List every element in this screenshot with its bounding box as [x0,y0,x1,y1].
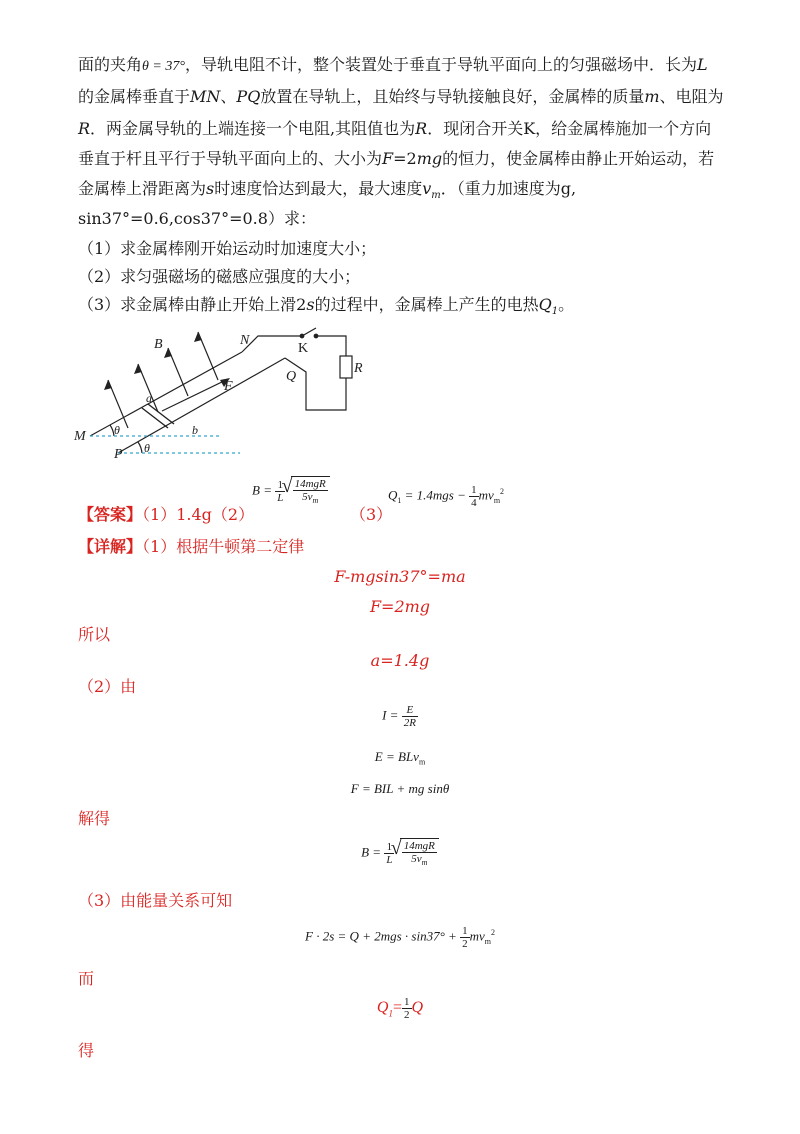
text-and: 而 [78,969,95,988]
eq-q1: $Q_1=$ $\frac{1}{2}$ Q [376,996,424,1021]
label-p: P [114,447,123,462]
problem-line-4: 垂直于杆且平行于导轨平面向上的、大小为F=2mg的恒力，使金属棒由静止开始运动，若 [78,149,715,168]
label-f: F [224,379,233,394]
resistor-r [340,356,352,378]
problem-line-3: R．两金属导轨的上端连接一个电阻,其阻值也为R．现闭合开关K，给金属棒施加一个方向 [78,119,712,138]
rail-diagram [70,318,370,468]
wire-q [285,358,346,410]
eq-current: I = $\frac{E}{2R}$ [382,704,416,729]
answer-line: 【答案】（1）1.4g（2） [78,505,255,524]
label-k: K [298,341,309,356]
label-a: a [146,391,152,405]
label-n: N [240,333,250,348]
answer-part3: （3） [350,505,393,524]
wire-k-r [316,336,346,356]
problem-line-5: 金属棒上滑距离为s时速度恰达到最大，最大速度$v_m$．（重力加速度为g, [78,179,577,202]
problem-line-1: 面的夹角θ = 37°，导轨电阻不计，整个装置处于垂直于导轨平面向上的匀强磁场中．长为L [78,55,708,74]
question-1: （1）求金属棒刚开始运动时加速度大小； [78,239,377,258]
metal-bar [142,408,168,428]
label-theta-2: θ [144,441,150,455]
label-b-end: b [192,423,198,437]
problem-line-2: 的金属棒垂直于MN、PQ放置在导轨上，且始终与导轨接触良好，金属棒的质量m、电阻为 [78,87,724,106]
eq-accel: a=1.4g [370,651,430,670]
eq-emf: E = BLv$_m$ [374,749,426,767]
label-m: M [74,429,86,444]
eq-energy: F · 2s = Q + 2mgs · sin37° + $\frac{1}{2}$ $mv_m^2$ [305,924,495,950]
answer-b-formula: B = $\frac{1}{L}$ √ $\frac{\text{14mgR}}{5v_m}$ [252,476,330,507]
eq-b-result: B = $\frac{1}{L}$ √ $\frac{\text{14mgR}}{5v_m}$ [0,838,800,869]
text-so: 所以 [78,625,111,644]
eq-force: F=2mg [369,597,431,616]
eq-force-balance: F = BIL + mg sinθ [350,781,450,796]
rail-pq [118,358,285,453]
text-get: 得 [78,1041,95,1060]
label-r: R [354,361,363,376]
part3-intro: （3）由能量关系可知 [78,891,233,910]
answer-q-formula: $Q_1 = 1.4mgs$ − $\frac{1}{4}$ $mv_m^2$ [388,484,505,509]
label-theta-1: θ [114,423,120,437]
solution-head: 【详解】（1）根据牛顿第二定律 [78,537,305,556]
part2-intro: （2）由 [78,677,137,696]
label-q: Q [286,369,297,384]
rail-mn [90,352,242,436]
text-solve: 解得 [78,809,111,828]
problem-line-6: sin37°=0.6,cos37°=0.8）求： [78,209,316,228]
solution-tag: 【详解】 [78,537,143,556]
wire-n [242,336,302,352]
question-2: （2）求匀强磁场的磁感应强度的大小； [78,267,361,286]
switch-k [302,328,316,336]
answer-tag: 【答案】 [78,505,143,524]
label-b: B [154,337,163,352]
eq-newton: F-mgsin37°=ma [334,567,466,586]
question-3: （3）求金属棒由静止开始上滑2s的过程中，金属棒上产生的电热$Q_1$。 [78,295,575,318]
f-arrow [162,380,226,411]
